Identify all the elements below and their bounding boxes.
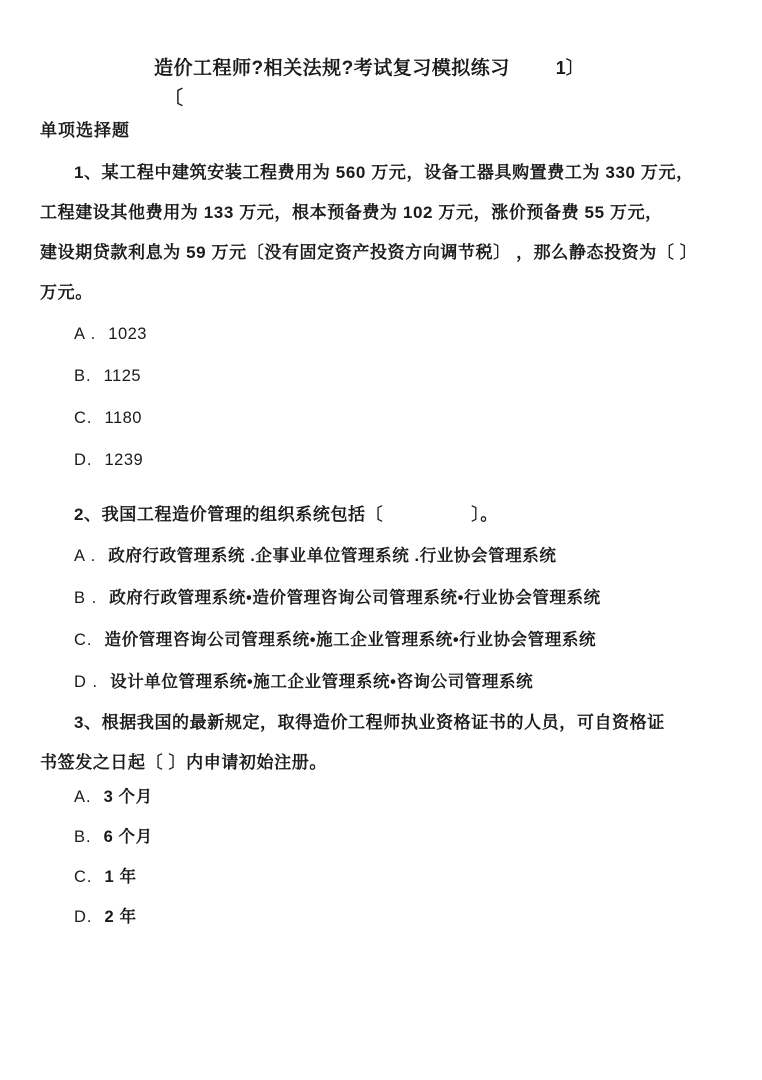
option-label: A. xyxy=(74,788,92,806)
page-title-text: 造价工程师?相关法规?考试复习模拟练习 xyxy=(154,58,510,79)
option-q1-b xyxy=(40,355,722,397)
question-text-line: 1、某工程中建筑安装工程费用为 560 万元，设备工器具购置费工为 330 万元， xyxy=(74,163,694,182)
section-heading: 单项选择题 xyxy=(40,121,130,140)
page-title xyxy=(40,52,722,85)
option-label: B. xyxy=(74,367,92,385)
option-label: D. xyxy=(74,908,93,926)
question-3-options xyxy=(40,777,722,937)
question-1 xyxy=(40,153,722,481)
option-q3-a xyxy=(40,777,722,817)
question-text-line: 工程建设其他费用为 133 万元，根本预备费为 102 万元，涨价预备费 55 万元， xyxy=(40,203,663,222)
question-text-line: 2、我国工程造价管理的组织系统包括〔 〕。 xyxy=(74,505,498,524)
option-text: 1125 xyxy=(103,367,142,385)
option-text: 1023 xyxy=(108,325,147,343)
question-1-text xyxy=(40,153,722,313)
option-text: 1239 xyxy=(104,451,144,469)
question-2-text xyxy=(40,495,722,535)
option-q2-a xyxy=(40,535,722,577)
option-text: 政府行政管理系统 .企事业单位管理系统 .行业协会管理系统 xyxy=(108,547,557,565)
option-text: 1180 xyxy=(104,409,142,427)
option-label: B . xyxy=(74,589,98,607)
option-text: 设计单位管理系统•施工企业管理系统•咨询公司管理系统 xyxy=(110,673,534,691)
option-q1-a xyxy=(40,313,722,355)
title-open-bracket: 〔 xyxy=(164,88,184,109)
question-2 xyxy=(40,495,722,703)
option-label: D. xyxy=(74,451,93,469)
option-q2-b xyxy=(40,577,722,619)
option-label: C. xyxy=(74,868,93,886)
option-q2-d xyxy=(40,661,722,703)
question-2-options xyxy=(40,535,722,703)
question-3-text xyxy=(40,703,722,783)
option-q1-d xyxy=(40,439,722,481)
option-text: 2 年 xyxy=(104,908,137,926)
option-text: 1 年 xyxy=(104,868,137,886)
option-text: 造价管理咨询公司管理系统•施工企业管理系统•行业协会管理系统 xyxy=(104,631,597,649)
option-text: 6 个月 xyxy=(103,828,153,846)
option-label: D . xyxy=(74,673,99,691)
question-text-line: 万元。 xyxy=(40,283,93,302)
option-q3-c xyxy=(40,857,722,897)
option-text: 政府行政管理系统•造价管理咨询公司管理系统•行业协会管理系统 xyxy=(109,589,601,607)
option-label: B. xyxy=(74,828,92,846)
page-title-number: 1〕 xyxy=(555,58,584,78)
question-text-line: 建设期贷款利息为 59 万元〔没有固定资产投资方向调节税〕 ，那么静态投资为〔 〕 xyxy=(40,243,698,262)
question-3 xyxy=(40,703,722,937)
option-label: C. xyxy=(74,631,93,649)
question-1-options xyxy=(40,313,722,481)
option-label: A . xyxy=(74,547,97,565)
question-text-line: 书签发之日起〔 〕内申请初始注册。 xyxy=(40,753,327,772)
option-q3-b xyxy=(40,817,722,857)
option-q1-c xyxy=(40,397,722,439)
document-title-block xyxy=(40,52,722,113)
question-text-line: 3、根据我国的最新规定，取得造价工程师执业资格证书的人员，可自资格证 xyxy=(74,713,665,732)
option-q2-c xyxy=(40,619,722,661)
option-label: C. xyxy=(74,409,93,427)
option-label: A . xyxy=(74,325,97,343)
option-text: 3 个月 xyxy=(103,788,153,806)
option-q3-d xyxy=(40,897,722,937)
